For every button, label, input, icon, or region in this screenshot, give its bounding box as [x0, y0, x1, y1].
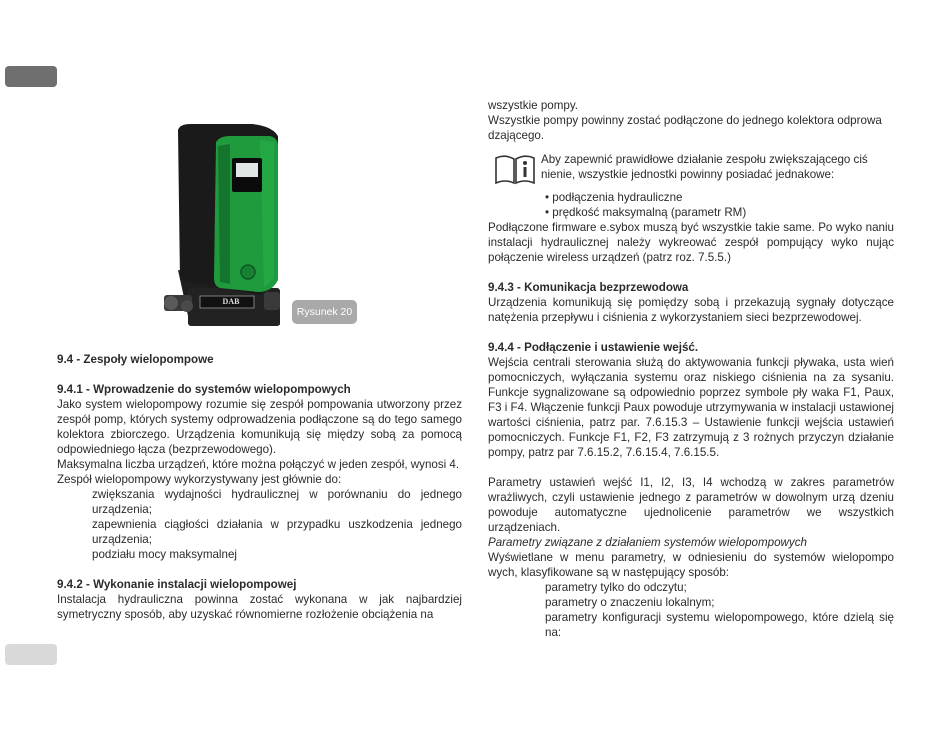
bullet-item: • prędkość maksymalną (parametr RM) — [545, 206, 747, 219]
paragraph: Podłączone firmware e.sybox muszą być wszystkie takie same. Po wyko naniu instalacji hydraulicznej należy wykreować zespół pompujący wyko nując połączenie wireless urządzeń (patrz roz. 7.5.5.) — [488, 221, 894, 264]
bullet-item: • podłączenia hydrauliczne — [545, 191, 683, 204]
left-column — [57, 352, 462, 622]
list-item: parametry konfiguracji systemu wielopompowego, które dzielą się na: — [545, 611, 894, 639]
section-heading-9-4-1: 9.4.1 - Wprowadzenie do systemów wielopompowych — [57, 383, 351, 396]
page-tab-marker-bottom — [5, 644, 57, 665]
paragraph: Wszystkie pompy powinny zostać podłączone do jednego kolektora odprowa dzającego. — [488, 114, 882, 142]
section-heading-9-4: 9.4 - Zespoły wielopompowe — [57, 353, 214, 366]
section-heading-9-4-4: 9.4.4 - Podłączenie i ustawienie wejść. — [488, 341, 699, 354]
right-column — [488, 98, 894, 640]
list-item: parametry tylko do odczytu; — [545, 581, 687, 594]
list-item: zapewnienia ciągłości działania w przypadku uszkodzenia jednego urządzenia; — [92, 518, 462, 546]
list-item: podziału mocy maksymalnej — [92, 548, 237, 561]
info-book-icon — [494, 152, 536, 186]
paragraph: Instalacja hydrauliczna powinna zostać wykonana w jak najbardziej symetryczny sposób, aby uzyskać równomierne rozłożenie obciążenia na — [57, 593, 462, 621]
paragraph: Wyświetlane w menu parametry, w odniesieniu do systemów wielopompo wych, klasyfikowane są w następujący sposób: — [488, 551, 894, 579]
brand-logo: DAB — [222, 297, 240, 306]
paragraph: Jako system wielopompowy rozumie się zespół pompowania utworzony przez zespół pomp, których systemy odprowadzenia podłączone są do tego samego kolektora zbiorczego. Urządzenia komunikują się między sobą za pomocą odpowiedniego łącza (bezprzewodowego). — [57, 398, 462, 456]
info-text: Aby zapewnić prawidłowe działanie zespołu zwiększającego ciś nienie, wszystkie jednostki powinny posiadać jednakowe: — [541, 153, 868, 181]
italic-subheading: Parametry związane z działaniem systemów wielopompowych — [488, 536, 807, 549]
section-heading-9-4-3: 9.4.3 - Komunikacja bezprzewodowa — [488, 281, 689, 294]
figure-caption: Rysunek 20 — [292, 300, 357, 324]
section-heading-9-4-2: 9.4.2 - Wykonanie instalacji wielopompowej — [57, 578, 297, 591]
page-tab-marker — [5, 66, 57, 87]
paragraph: wszystkie pompy. — [488, 99, 578, 112]
paragraph: Wejścia centrali sterowania służą do aktywowania funkcji pływaka, usta wień pomocniczych, wyłączania systemu oraz niskiego ciśnienia na za sysaniu. Funkcje sygnalizowane są odpowiednio poprzez symbole pły waka F1, Paux, F3 i F4. Włączenie funkcji Paux powoduje utrzymywania w instalacji ustawionej wartości ciśnienia, patrz par. 7.6.15.3 – Ustawienie funkcji wejścia ustawień pomocniczych. Funkcje F1, F2, F3 zatrzymują z 3 rożnych przyczyn działanie pompy, patrz par 7.6.15.2, 7.6.15.4, 7.6.15.5. — [488, 356, 894, 459]
paragraph: Maksymalna liczba urządzeń, które można połączyć w jeden zespół, wynosi 4. — [57, 458, 460, 471]
list-item: parametry o znaczeniu lokalnym; — [545, 596, 715, 609]
paragraph: Urządzenia komunikują się pomiędzy sobą i przekazują sygnały dotyczące natężenia przepływu i ciśnienia z wykorzystaniem sieci bezprzewodowej. — [488, 296, 894, 324]
info-note — [488, 152, 894, 220]
paragraph: Parametry ustawień wejść I1, I2, I3, I4 wchodzą w zakres parametrów wrażliwych, czyli ustawienie jednego z parametrów w dowolnym urzą dzeniu powoduje automatyczne ujednolicenie parametrów we wszystkich urządzeniach. — [488, 476, 894, 534]
paragraph: Zespół wielopompowy wykorzystywany jest głównie do: — [57, 473, 342, 486]
list-item: zwiększania wydajności hydraulicznej w porównaniu do jednego urządzenia; — [92, 488, 462, 516]
